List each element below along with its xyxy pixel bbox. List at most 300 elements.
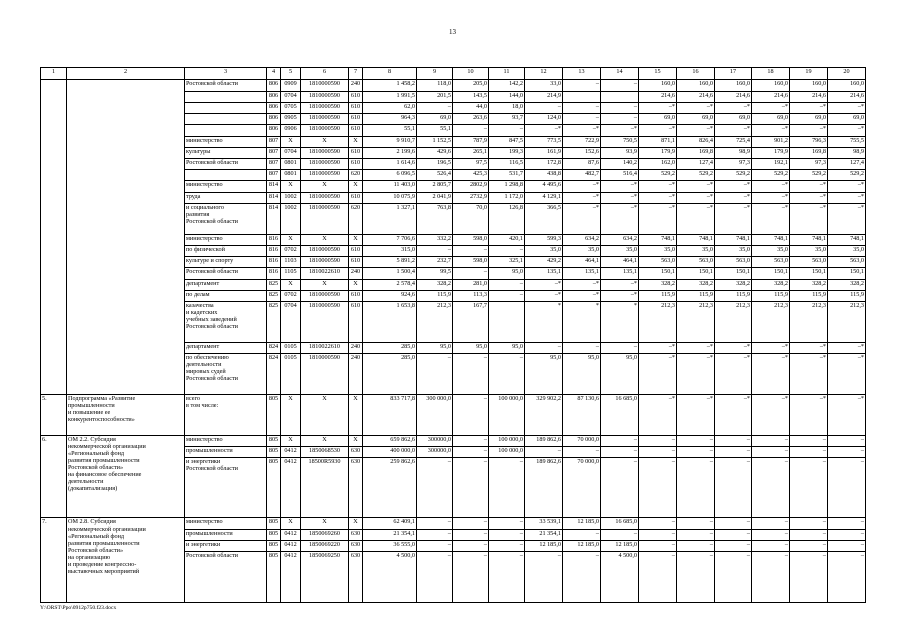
cell-col-7: 620 <box>349 203 363 234</box>
cell-col-5: 0702 <box>281 290 301 301</box>
cell-col-19: 214,6 <box>790 91 828 102</box>
cell-col-10: 265,1 <box>453 147 489 158</box>
executor-name: промышленности <box>185 529 267 540</box>
cell-col-7: 620 <box>349 170 363 181</box>
cell-col-18: 69,0 <box>752 114 790 125</box>
header-cell: 17 <box>715 68 752 80</box>
cell-col-16: 69,0 <box>677 114 715 125</box>
cell-col-9: 300 000,0 <box>417 394 453 435</box>
executor-name: по делам <box>185 290 267 301</box>
cell-col-12: 33,0 <box>525 80 563 91</box>
cell-col-20: 35,0 <box>828 246 866 257</box>
cell-col-13: 87 130,6 <box>563 394 601 435</box>
cell-col-9: 2 041,9 <box>417 192 453 203</box>
cell-col-20: –* <box>828 354 866 395</box>
cell-col-18: –* <box>752 354 790 395</box>
header-cell: 8 <box>363 68 417 80</box>
cell-col-7: 610 <box>349 147 363 158</box>
cell-col-20: 127,4 <box>828 159 866 170</box>
cell-col-11: 142,2 <box>489 80 525 91</box>
cell-col-4: 816 <box>267 257 281 268</box>
cell-col-6: Х <box>301 435 349 446</box>
cell-col-20: 529,2 <box>828 170 866 181</box>
cell-col-18: –* <box>752 125 790 136</box>
executor-name: министерство <box>185 435 267 446</box>
cell-col-13: – <box>563 80 601 91</box>
cell-col-13: –* <box>563 203 601 234</box>
cell-col-13 <box>563 91 601 102</box>
cell-col-17: –* <box>715 354 752 395</box>
cell-col-8: 21 354,1 <box>363 529 417 540</box>
cell-col-19: –* <box>790 342 828 353</box>
cell-col-16: 115,9 <box>677 290 715 301</box>
cell-col-15: – <box>639 458 677 518</box>
item-number: 7. <box>41 518 67 603</box>
cell-col-4: 807 <box>267 147 281 158</box>
cell-col-18: 563,0 <box>752 257 790 268</box>
cell-col-11: 95,0 <box>489 342 525 353</box>
cell-col-10: – <box>453 458 489 518</box>
cell-col-5: 0412 <box>281 552 301 603</box>
cell-col-17: –* <box>715 342 752 353</box>
program-name: Подпрограмма «Развитие промышленности и повышение ее конкурентоспособности» <box>67 394 185 435</box>
cell-col-4: 805 <box>267 540 281 551</box>
cell-col-14: – <box>601 342 639 353</box>
cell-col-13: 70 000,0 <box>563 458 601 518</box>
cell-col-9: – <box>417 354 453 395</box>
cell-col-9: 118,0 <box>417 80 453 91</box>
cell-col-9: 232,7 <box>417 257 453 268</box>
cell-col-19: 115,9 <box>790 290 828 301</box>
cell-col-10: 44,0 <box>453 102 489 113</box>
cell-col-10: 167,7 <box>453 302 489 343</box>
cell-col-20: – <box>828 552 866 603</box>
cell-col-19: 796,3 <box>790 136 828 147</box>
cell-col-5: 0704 <box>281 91 301 102</box>
cell-col-8: 62,0 <box>363 102 417 113</box>
cell-col-20: 150,1 <box>828 268 866 279</box>
cell-col-17: – <box>715 458 752 518</box>
cell-col-4: 807 <box>267 159 281 170</box>
cell-col-9: – <box>417 458 453 518</box>
cell-col-11: 100 000,0 <box>489 435 525 446</box>
cell-col-5: 1002 <box>281 203 301 234</box>
cell-col-4: 807 <box>267 136 281 147</box>
cell-col-6: Х <box>301 181 349 192</box>
cell-col-17: 98,9 <box>715 147 752 158</box>
cell-col-18: –* <box>752 342 790 353</box>
cell-col-7: 610 <box>349 125 363 136</box>
cell-col-4: 814 <box>267 192 281 203</box>
cell-col-12: 773,5 <box>525 136 563 147</box>
executor-name <box>185 102 267 113</box>
cell-col-15: –* <box>639 125 677 136</box>
executor-name: Ростовской области <box>185 268 267 279</box>
cell-col-8: 2 578,4 <box>363 279 417 290</box>
cell-col-17: –* <box>715 125 752 136</box>
cell-col-18: 212,3 <box>752 302 790 343</box>
cell-col-12: – <box>525 446 563 457</box>
cell-col-12: 438,8 <box>525 170 563 181</box>
cell-col-6: 1810000590 <box>301 125 349 136</box>
cell-col-15: 179,9 <box>639 147 677 158</box>
cell-col-10: – <box>453 540 489 551</box>
cell-col-7: 610 <box>349 257 363 268</box>
cell-col-16: 160,0 <box>677 80 715 91</box>
cell-col-13: 482,7 <box>563 170 601 181</box>
cell-col-7: Х <box>349 518 363 529</box>
cell-col-19: 328,2 <box>790 279 828 290</box>
cell-col-4: 806 <box>267 125 281 136</box>
header-cell: 6 <box>301 68 349 80</box>
cell-col-16: 150,1 <box>677 268 715 279</box>
table-row <box>41 394 866 435</box>
cell-col-11: – <box>489 458 525 518</box>
cell-col-5: Х <box>281 181 301 192</box>
cell-col-9: 526,4 <box>417 170 453 181</box>
cell-col-10: – <box>453 246 489 257</box>
cell-col-11: 116,5 <box>489 159 525 170</box>
cell-col-10: – <box>453 435 489 446</box>
cell-col-19: 748,1 <box>790 234 828 245</box>
cell-col-10: 2732,9 <box>453 192 489 203</box>
cell-col-11: 325,1 <box>489 257 525 268</box>
cell-col-4: 816 <box>267 246 281 257</box>
cell-col-7: Х <box>349 279 363 290</box>
cell-col-16: – <box>677 435 715 446</box>
cell-col-8: 11 403,0 <box>363 181 417 192</box>
cell-col-20: – <box>828 435 866 446</box>
cell-col-7: 610 <box>349 290 363 301</box>
cell-col-7: 630 <box>349 529 363 540</box>
cell-col-4: 805 <box>267 435 281 446</box>
cell-col-5: Х <box>281 394 301 435</box>
cell-col-7: 240 <box>349 268 363 279</box>
cell-col-20: – <box>828 458 866 518</box>
cell-col-20: – <box>828 518 866 529</box>
cell-col-9: – <box>417 552 453 603</box>
cell-col-9: 201,5 <box>417 91 453 102</box>
cell-col-19: –* <box>790 102 828 113</box>
cell-col-7: 610 <box>349 246 363 257</box>
cell-col-14: 12 185,0 <box>601 540 639 551</box>
cell-col-9: 332,2 <box>417 234 453 245</box>
cell-col-11: 847,5 <box>489 136 525 147</box>
cell-col-20: – <box>828 540 866 551</box>
cell-col-16: – <box>677 458 715 518</box>
cell-col-20: 98,9 <box>828 147 866 158</box>
cell-col-19: – <box>790 552 828 603</box>
cell-col-14: – <box>601 80 639 91</box>
cell-col-10: 598,0 <box>453 257 489 268</box>
cell-col-6: 1850069260 <box>301 529 349 540</box>
cell-col-18: 901,2 <box>752 136 790 147</box>
cell-col-6: 1810000590 <box>301 147 349 158</box>
cell-col-12: 4 129,1 <box>525 192 563 203</box>
cell-col-19: 169,8 <box>790 147 828 158</box>
cell-col-7: Х <box>349 181 363 192</box>
cell-col-6: Х <box>301 234 349 245</box>
cell-col-4: 805 <box>267 394 281 435</box>
cell-col-4: 805 <box>267 446 281 457</box>
cell-col-16: 127,4 <box>677 159 715 170</box>
cell-col-18: 328,2 <box>752 279 790 290</box>
cell-col-14: 750,5 <box>601 136 639 147</box>
cell-col-20: –* <box>828 181 866 192</box>
cell-col-16: 826,4 <box>677 136 715 147</box>
cell-col-12: 135,1 <box>525 268 563 279</box>
cell-col-6: 1810000590 <box>301 354 349 395</box>
cell-col-19: 212,3 <box>790 302 828 343</box>
table-row <box>41 435 866 446</box>
cell-col-6: 1810000590 <box>301 102 349 113</box>
executor-name: и энергетики Ростовской области <box>185 458 267 518</box>
cell-col-5: 0704 <box>281 147 301 158</box>
cell-col-5: 0105 <box>281 354 301 395</box>
cell-col-9: 763,8 <box>417 203 453 234</box>
executor-name: труда <box>185 192 267 203</box>
cell-col-14: –* <box>601 279 639 290</box>
cell-col-8: 2 199,6 <box>363 147 417 158</box>
cell-col-12: – <box>525 552 563 603</box>
cell-col-16: 328,2 <box>677 279 715 290</box>
cell-col-17: 160,0 <box>715 80 752 91</box>
cell-col-12: 33 539,1 <box>525 518 563 529</box>
cell-col-13: – <box>563 529 601 540</box>
cell-col-16: –* <box>677 354 715 395</box>
cell-col-14: –* <box>601 192 639 203</box>
cell-col-5: 0412 <box>281 529 301 540</box>
cell-col-19: –* <box>790 394 828 435</box>
cell-col-5: 0801 <box>281 170 301 181</box>
cell-col-16: –* <box>677 192 715 203</box>
cell-col-17: 725,4 <box>715 136 752 147</box>
cell-col-11: 93,7 <box>489 114 525 125</box>
cell-col-4: 807 <box>267 170 281 181</box>
cell-col-6: 1810000590 <box>301 246 349 257</box>
cell-col-5: 1105 <box>281 268 301 279</box>
cell-col-6: 1810000590 <box>301 192 349 203</box>
cell-col-15: 162,0 <box>639 159 677 170</box>
cell-col-20: 748,1 <box>828 234 866 245</box>
cell-col-18: – <box>752 552 790 603</box>
cell-col-11: 199,3 <box>489 147 525 158</box>
header-cell: 11 <box>489 68 525 80</box>
cell-col-18: 748,1 <box>752 234 790 245</box>
cell-col-10: 205,0 <box>453 80 489 91</box>
cell-col-19: – <box>790 529 828 540</box>
cell-col-16: 169,8 <box>677 147 715 158</box>
cell-col-14: – <box>601 458 639 518</box>
cell-col-16: – <box>677 518 715 529</box>
executor-name: промышленности <box>185 446 267 457</box>
cell-col-6: 1810000590 <box>301 203 349 234</box>
executor-name: по обеспечению деятельности мировых судей Ростовской области <box>185 354 267 395</box>
cell-col-6: 1810000590 <box>301 91 349 102</box>
cell-col-4: 814 <box>267 203 281 234</box>
cell-col-9: – <box>417 102 453 113</box>
cell-col-10: 97,5 <box>453 159 489 170</box>
cell-col-14: 634,2 <box>601 234 639 245</box>
executor-name <box>185 125 267 136</box>
cell-col-16: – <box>677 552 715 603</box>
item-number: 5. <box>41 394 67 435</box>
cell-col-17: – <box>715 518 752 529</box>
cell-col-12: 4 495,6 <box>525 181 563 192</box>
cell-col-17: – <box>715 529 752 540</box>
cell-col-11: 420,1 <box>489 234 525 245</box>
cell-col-14: 95,0 <box>601 354 639 395</box>
header-cell: 12 <box>525 68 563 80</box>
cell-col-7: 610 <box>349 192 363 203</box>
cell-col-10: – <box>453 446 489 457</box>
cell-col-12: 95,0 <box>525 354 563 395</box>
cell-col-9: 429,6 <box>417 147 453 158</box>
cell-col-6: 1810000590 <box>301 80 349 91</box>
cell-col-4: 824 <box>267 354 281 395</box>
cell-col-14: 516,4 <box>601 170 639 181</box>
cell-col-5: 1103 <box>281 257 301 268</box>
cell-col-20: –* <box>828 192 866 203</box>
cell-col-11: 1 172,0 <box>489 192 525 203</box>
header-cell: 19 <box>790 68 828 80</box>
cell-col-12: 329 902,2 <box>525 394 563 435</box>
cell-col-14: –* <box>601 203 639 234</box>
header-cell: 20 <box>828 68 866 80</box>
cell-col-20: 755,5 <box>828 136 866 147</box>
cell-col-13: –* <box>563 181 601 192</box>
cell-col-14: 35,0 <box>601 246 639 257</box>
table-body <box>41 68 866 603</box>
cell-col-16: –* <box>677 203 715 234</box>
cell-col-7: 630 <box>349 446 363 457</box>
cell-col-4: 825 <box>267 279 281 290</box>
cell-col-12: * <box>525 302 563 343</box>
executor-name <box>185 114 267 125</box>
cell-col-8: 7 706,6 <box>363 234 417 245</box>
cell-col-20: 214,6 <box>828 91 866 102</box>
cell-col-12: 35,0 <box>525 246 563 257</box>
cell-col-19: –* <box>790 181 828 192</box>
cell-col-15: 160,0 <box>639 80 677 91</box>
cell-col-9: – <box>417 246 453 257</box>
cell-col-17: 69,0 <box>715 114 752 125</box>
cell-col-17: – <box>715 540 752 551</box>
cell-col-12: –* <box>525 279 563 290</box>
cell-col-9: 328,2 <box>417 279 453 290</box>
cell-col-15: –* <box>639 181 677 192</box>
cell-col-8: 10 075,9 <box>363 192 417 203</box>
cell-col-12: –* <box>525 290 563 301</box>
cell-col-5: Х <box>281 279 301 290</box>
cell-col-4: 825 <box>267 290 281 301</box>
cell-col-5: Х <box>281 435 301 446</box>
cell-col-16: 563,0 <box>677 257 715 268</box>
cell-col-15: 871,1 <box>639 136 677 147</box>
cell-col-5: Х <box>281 234 301 245</box>
cell-col-17: – <box>715 552 752 603</box>
cell-col-18: – <box>752 540 790 551</box>
cell-col-13: – <box>563 446 601 457</box>
cell-col-7: 240 <box>349 342 363 353</box>
cell-col-19: –* <box>790 192 828 203</box>
cell-col-4: 806 <box>267 114 281 125</box>
cell-col-13: –* <box>563 279 601 290</box>
cell-col-20: –* <box>828 342 866 353</box>
cell-col-8: 833 717,8 <box>363 394 417 435</box>
cell-col-14: –* <box>601 290 639 301</box>
program-name: ОМ 2.8. Субсидия некоммерческой организации «Региональный фонд развития промышленности Ростовской области» на организацию и проведение конгрессно- выставочных мероприятий <box>67 518 185 603</box>
cell-col-8: 62 409,1 <box>363 518 417 529</box>
cell-col-19: 150,1 <box>790 268 828 279</box>
cell-col-8: 1 653,8 <box>363 302 417 343</box>
cell-col-18: –* <box>752 181 790 192</box>
cell-col-10: – <box>453 354 489 395</box>
cell-col-18: 160,0 <box>752 80 790 91</box>
cell-col-8: 55,1 <box>363 125 417 136</box>
cell-col-8: 400 000,0 <box>363 446 417 457</box>
cell-col-14: 135,1 <box>601 268 639 279</box>
cell-col-13: 722,9 <box>563 136 601 147</box>
cell-col-6: 1810022610 <box>301 342 349 353</box>
cell-col-6: 1850069220 <box>301 540 349 551</box>
cell-col-14: –* <box>601 181 639 192</box>
cell-col-19: –* <box>790 203 828 234</box>
cell-col-13: –* <box>563 290 601 301</box>
cell-col-18: – <box>752 529 790 540</box>
cell-col-4: 824 <box>267 342 281 353</box>
cell-col-5: 0801 <box>281 159 301 170</box>
cell-col-10: 2802,9 <box>453 181 489 192</box>
cell-col-12: 189 862,6 <box>525 435 563 446</box>
cell-col-4: 805 <box>267 518 281 529</box>
cell-col-7: Х <box>349 394 363 435</box>
cell-col-15: – <box>639 435 677 446</box>
executor-name: по физической <box>185 246 267 257</box>
cell-col-7: 610 <box>349 159 363 170</box>
executor-name <box>185 91 267 102</box>
cell-col-18: 150,1 <box>752 268 790 279</box>
cell-col-13: 87,6 <box>563 159 601 170</box>
executor-name: министерство <box>185 136 267 147</box>
cell-col-13: 12 185,0 <box>563 518 601 529</box>
cell-col-6: 1850069250 <box>301 552 349 603</box>
cell-col-12: 189 862,6 <box>525 458 563 518</box>
cell-col-9: 115,9 <box>417 290 453 301</box>
cell-col-4: 805 <box>267 552 281 603</box>
cell-col-7: 610 <box>349 91 363 102</box>
cell-col-5: 0905 <box>281 114 301 125</box>
cell-col-15: 328,2 <box>639 279 677 290</box>
cell-col-16: – <box>677 540 715 551</box>
cell-col-4: 816 <box>267 234 281 245</box>
cell-col-11: – <box>489 246 525 257</box>
cell-col-5: Х <box>281 136 301 147</box>
cell-col-19: – <box>790 435 828 446</box>
cell-col-10: – <box>453 552 489 603</box>
cell-col-5: 0412 <box>281 540 301 551</box>
cell-col-8: 964,3 <box>363 114 417 125</box>
cell-col-6: 1810000590 <box>301 302 349 343</box>
cell-col-17: 97,3 <box>715 159 752 170</box>
cell-col-12: 214,9 <box>525 91 563 102</box>
cell-col-16: 35,0 <box>677 246 715 257</box>
cell-col-4: 805 <box>267 529 281 540</box>
cell-col-4: 805 <box>267 458 281 518</box>
cell-col-6: 1810022610 <box>301 268 349 279</box>
cell-col-13: – <box>563 342 601 353</box>
cell-col-17: 115,9 <box>715 290 752 301</box>
